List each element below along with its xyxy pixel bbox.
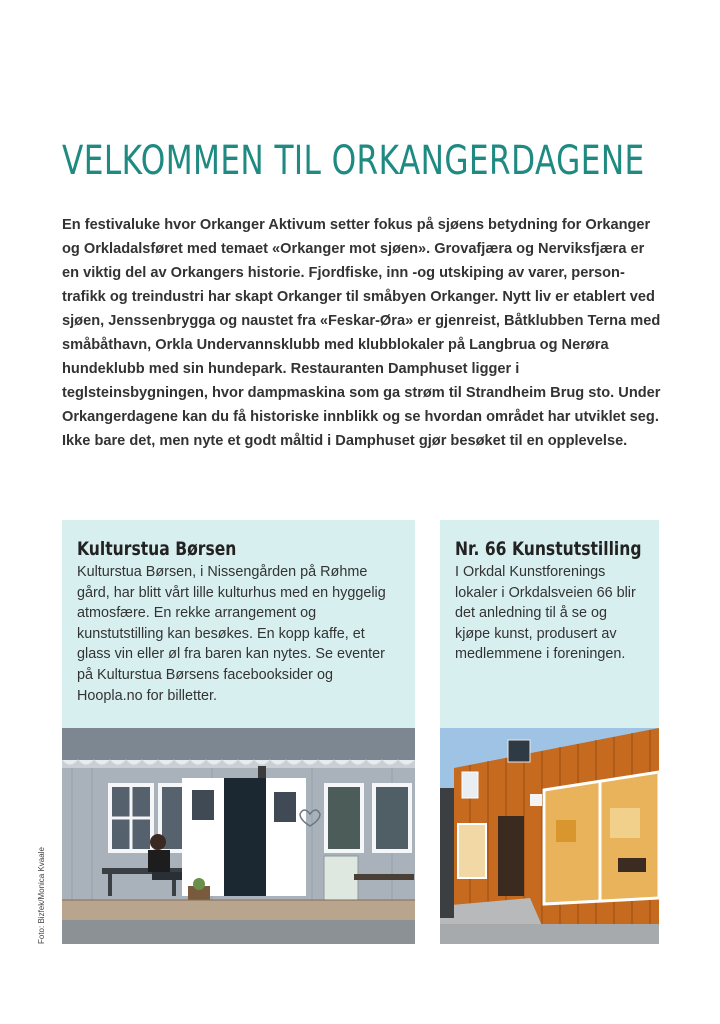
photo-kulturstua bbox=[62, 728, 415, 944]
intro-paragraph: En festivaluke hvor Orkanger Aktivum setter fokus på sjøens betydning for Orkanger og Orkladalsføret med temaet «Orkanger mot sjøen». Grovafjæra og Nerviksfjæra er en viktig del av Orkangers historie. Fjordfiske, inn -og utskiping av varer, person-trafikk og treindustri har skapt Orkanger til småbyen Orkanger. Nytt liv er etablert ved sjøen, Jenssenbrygga og naustet fra «Feskar-Øra» er gjenreist, Båtklubben Terna med småbåthavn, Orkla Undervannsklubb med klubblokaler på Langbrua og Nerøra hundeklubb med sin hundepark. Restauranten Damphuset ligger i teglsteinsbygningen, hvor dampmaskina som ga strøm til Strandheim Brug sto. Under Orkangerdagene kan du få historiske innblikk og se hvordan området har utviklet seg. Ikke bare det, men nyte et godt måltid i Damphuset gjør besøket til en opplevelse. bbox=[62, 217, 661, 449]
card-title: Nr. 66 Kunstutstilling bbox=[455, 538, 642, 560]
card-body: I Orkdal Kunstforenings lokaler i Orkdalsveien 66 blir det anledning til å se og kjøpe kunst, produsert av medlemmene i foreningen. bbox=[455, 564, 636, 663]
card-kulturstua bbox=[62, 520, 415, 728]
card-body: Kulturstua Børsen, i Nissengården på Røhme gård, har blitt vårt lille kulturhus med en hyggelig atmosfære. En rekke arrangement og kunstutstilling kan besøkes. En kopp kaffe, et glass vin eller øl fra baren kan nytes. Se eventer på Kulturstua Børsens facebooksider og Hoopla.no for billetter. bbox=[77, 564, 386, 704]
card-title: Kulturstua Børsen bbox=[77, 538, 237, 560]
photo-kunstutstilling bbox=[440, 728, 659, 944]
photo-credit: Foto: Bizfek/Monica Kvaale bbox=[37, 847, 46, 944]
page-title: VELKOMMEN TIL ORKANGERDAGENE bbox=[62, 138, 645, 184]
card-kunstutstilling bbox=[440, 520, 659, 728]
